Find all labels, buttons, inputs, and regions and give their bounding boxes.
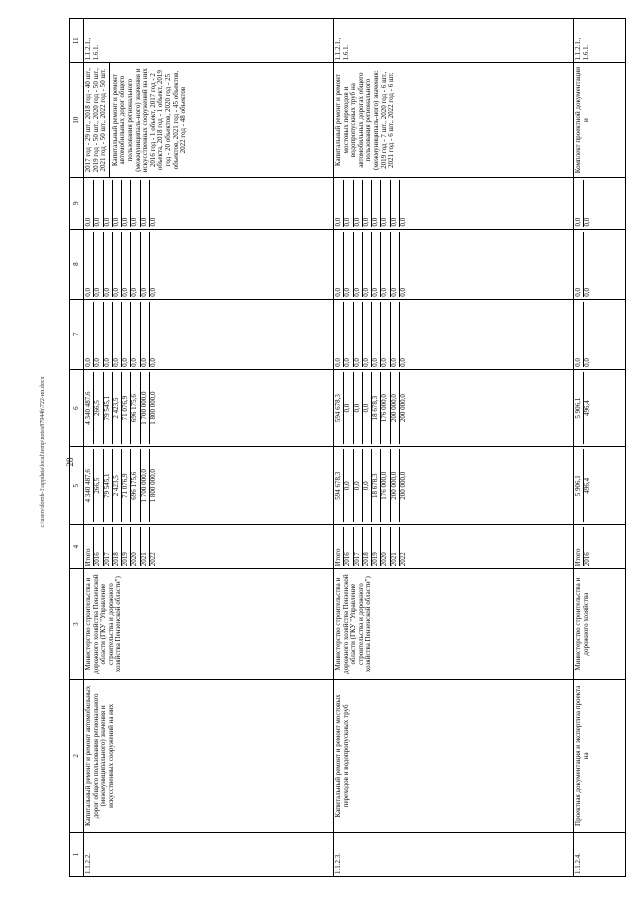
row-name: Капитальный ремонт и ремонт мостовых переходов и водопропускных труб [334,680,574,833]
header-cell: 3 [70,569,84,680]
row-col7-value: 0,0 [391,302,400,367]
row-year-value: 2021 [141,527,150,566]
row-col9-value: 0,0 [94,180,103,227]
row-col9-value: 0,0 [399,217,408,227]
row-total-value: 79 545,1 [104,449,113,522]
row-col9-value: 0,0 [122,180,131,227]
header-cell: 8 [70,229,84,299]
row-col7-cell [574,299,626,369]
row-col6-value: 18 678,3 [372,372,381,445]
row-indicator-text: Комплект проектной документации и [574,67,590,174]
row-total-value: 2 423,5 [113,449,122,522]
row-col7-cell [84,299,334,369]
row-total-value: 71 076,9 [122,449,131,522]
row-col9-cell [574,177,626,229]
row-col8-cell [574,229,626,299]
row-col9-cell [334,177,574,229]
row-total-cell [84,447,334,525]
header-cell: 1 [70,832,84,876]
row-col8-cell [334,229,574,299]
header-cell: 10 [70,63,84,177]
row-name: Проектная документация и экспертиза проекта на [574,680,626,833]
row-col6-value: 1 700 000,0 [141,372,150,445]
row-total-cell [334,447,574,525]
row-executor: Министерство строительства и дорожного хозяйства Пензенской области (ГКУ "Управление строительства и дорожного хозяйства Пензенской области") [334,569,574,680]
row-total-value: 0,0 [354,449,363,522]
row-name: Капитальный ремонт и ремонт автомобильных дорог общего пользования регионального (межмуниципального) значения и искусственных сооружений на них [84,680,334,833]
table-row [574,19,626,877]
row-links: 1.1.2.1., 1.6.1. [334,19,574,63]
row-links: 1.1.2.1., 1.6.1. [84,19,334,63]
row-col8-value: 0,0 [149,287,158,297]
row-col6-cell [334,369,574,447]
row-year-value: 2022 [399,552,408,567]
header-cell: 4 [70,524,84,568]
row-year-value: Итого [575,527,584,566]
row-col7-value: 0,0 [381,302,390,367]
table-row [334,19,574,877]
row-year-value: 2016 [344,527,353,566]
footer-file-path: c:\users\doroh-1\appdata\local\temp\notes87944b\722-ип.docx [40,376,46,528]
row-col6-value: 79 545,1 [104,372,113,445]
row-col6-value: 71 076,9 [122,372,131,445]
row-col9-value: 0,0 [391,180,400,227]
row-col9-value: 0,0 [141,180,150,227]
header-cell: 6 [70,369,84,447]
row-total-value: 18 678,3 [372,449,381,522]
row-executor: Министерство строительства и дорожного хозяйства [574,569,626,680]
row-col8-cell [84,229,334,299]
row-col7-value: 0,0 [94,302,103,367]
program-table [69,18,626,877]
row-col8-value: 0,0 [344,232,353,297]
row-col9-value: 0,0 [131,180,140,227]
row-indicator-text: Капитальный ремонт и ремонт автомобильных дорог общего пользования регионального (межмуниципаль-ного) значения и искусственных сооружений на них 2016 год - 1 объект, 2017 год - 2 объекта, 2018 год - 1 объект, 2019 год - 20 объектов, 2020 год - 25 объектов, 2021 год - 45 объектов, 2022 год - 48 объектов [110,68,188,173]
row-col6-value: 200 000,0 [399,394,408,423]
row-col7-value: 0,0 [104,302,113,367]
row-code: 1.1.2.2. [84,832,334,876]
row-col8-value: 0,0 [122,232,131,297]
row-total-value: 5 906,1 [575,449,584,522]
row-total-value: 266,5 [94,449,103,522]
row-col9-value: 0,0 [335,180,344,227]
row-col6-cell [84,369,334,447]
row-year-cell [84,524,334,568]
row-col7-cell [334,299,574,369]
row-year-value: 2017 [354,527,363,566]
row-indicator-top: 2017 год - 29 шт., 2018 год - 40 шт., 2019 год - 50 шт., 2020 год - 50 шт., 2021 год - 50 шт., 2022 год - 50 шт. [84,63,110,176]
row-col8-value: 0,0 [131,232,140,297]
row-year-value: 2020 [381,527,390,566]
row-col7-value: 0,0 [131,302,140,367]
row-col8-value: 0,0 [354,232,363,297]
row-year-value: 2016 [94,527,103,566]
header-cell: 11 [70,19,84,63]
row-total-cell [574,447,626,525]
header-cell: 9 [70,177,84,229]
row-col9-value: 0,0 [583,217,592,227]
row-col8-value: 0,0 [363,232,372,297]
program-table-wrapper [69,18,609,877]
row-total-value: 1 700 000,0 [141,449,150,522]
row-year-value: Итого [85,527,94,566]
row-indicator-cell [84,63,334,177]
page-number: 28 [65,457,75,467]
row-code: 1.1.2.4. [574,832,626,876]
row-col6-value: 176 000,0 [381,372,390,445]
row-col8-value: 0,0 [575,232,584,297]
row-total-value: 594 678,3 [335,449,344,522]
row-indicator-cell [334,63,574,177]
row-col6-value: 4 340 487,6 [85,372,94,445]
row-indicator-cell [574,63,626,177]
row-total-value: 696 175,6 [131,449,140,522]
row-col7-value: 0,0 [141,302,150,367]
row-year-cell [574,524,626,568]
header-cell: 7 [70,299,84,369]
row-col6-value: 266,5 [94,372,103,445]
row-executor: Министерство строительства и дорожного хозяйства Пензенской области (ГКУ "Управление строительства и дорожного хозяйства Пензенской области") [84,569,334,680]
row-col8-value: 0,0 [381,232,390,297]
row-year-value: 2021 [391,527,400,566]
row-col6-value: 1 800 000,0 [149,391,158,425]
row-col6-value: 0,0 [363,372,372,445]
row-col8-value: 0,0 [141,232,150,297]
row-col6-value: 0,0 [354,372,363,445]
header-number-row [70,19,84,877]
row-col7-value: 0,0 [399,358,408,367]
row-year-value: 2016 [583,552,592,567]
row-col9-value: 0,0 [381,180,390,227]
row-year-value: 2019 [122,527,131,566]
row-year-value: Итого [335,527,344,566]
row-col9-value: 0,0 [372,180,381,227]
row-total-value: 1 800 000,0 [149,469,158,503]
header-cell: 2 [70,680,84,833]
row-col8-value: 0,0 [399,287,408,297]
row-col8-value: 0,0 [335,232,344,297]
row-total-value: 0,0 [363,449,372,522]
row-col9-value: 0,0 [354,180,363,227]
row-col8-value: 0,0 [113,232,122,297]
row-col9-value: 0,0 [104,180,113,227]
row-col9-value: 0,0 [363,180,372,227]
row-col9-value: 0,0 [85,180,94,227]
row-col7-value: 0,0 [85,302,94,367]
row-col6-value: 594 678,3 [335,372,344,445]
row-total-value: 176 000,0 [381,449,390,522]
row-col6-value: 696 175,6 [131,372,140,445]
row-col9-cell [84,177,334,229]
row-col6-value: 2 423,5 [113,372,122,445]
row-col8-value: 0,0 [391,232,400,297]
row-col9-value: 0,0 [575,180,584,227]
table-row [84,19,334,877]
table-body [84,19,626,877]
row-col7-value: 0,0 [113,302,122,367]
row-col7-value: 0,0 [372,302,381,367]
row-links: 1.1.2.1., 1.6.1. [574,19,626,63]
row-total-value: 496,4 [583,477,592,494]
row-col8-value: 0,0 [85,232,94,297]
row-year-value: 2019 [372,527,381,566]
row-year-value: 2018 [113,527,122,566]
row-col7-value: 0,0 [583,358,592,367]
row-col8-value: 0,0 [372,232,381,297]
row-col8-value: 0,0 [583,287,592,297]
row-year-value: 2022 [149,552,158,567]
row-year-value: 2018 [363,527,372,566]
row-col7-value: 0,0 [575,302,584,367]
row-col6-value: 5 906,1 [575,372,584,445]
row-col9-value: 0,0 [149,217,158,227]
row-year-value: 2020 [131,527,140,566]
row-col7-value: 0,0 [354,302,363,367]
row-code: 1.1.2.3. [334,832,574,876]
row-col6-cell [574,369,626,447]
row-col6-value: 200 000,0 [391,372,400,445]
header-cell: 5 [70,447,84,525]
row-col9-value: 0,0 [113,180,122,227]
row-indicator-text: Капитальный ремонт и ремонт мостовых переходов и водопропускных труб на автомобильных дорогах общего пользования регионального (межмуниципаль-ного) значения: 2019 год - 7 шт., 2020 год - 6 шт., 2021 год - 6 шт., 2022 год - 6 шт. [334,70,396,170]
row-col9-value: 0,0 [344,180,353,227]
row-total-value: 0,0 [344,449,353,522]
row-col7-value: 0,0 [344,302,353,367]
row-year-cell [334,524,574,568]
row-col7-value: 0,0 [335,302,344,367]
row-col6-value: 496,4 [583,400,592,417]
row-total-value: 200 000,0 [399,471,408,500]
row-col7-value: 0,0 [149,358,158,367]
row-total-value: 4 340 487,6 [85,449,94,522]
row-total-value: 200 000,0 [391,449,400,522]
row-col7-value: 0,0 [363,302,372,367]
row-col6-value: 0,0 [344,372,353,445]
row-year-value: 2017 [104,527,113,566]
row-col8-value: 0,0 [104,232,113,297]
row-col7-value: 0,0 [122,302,131,367]
row-col8-value: 0,0 [94,232,103,297]
